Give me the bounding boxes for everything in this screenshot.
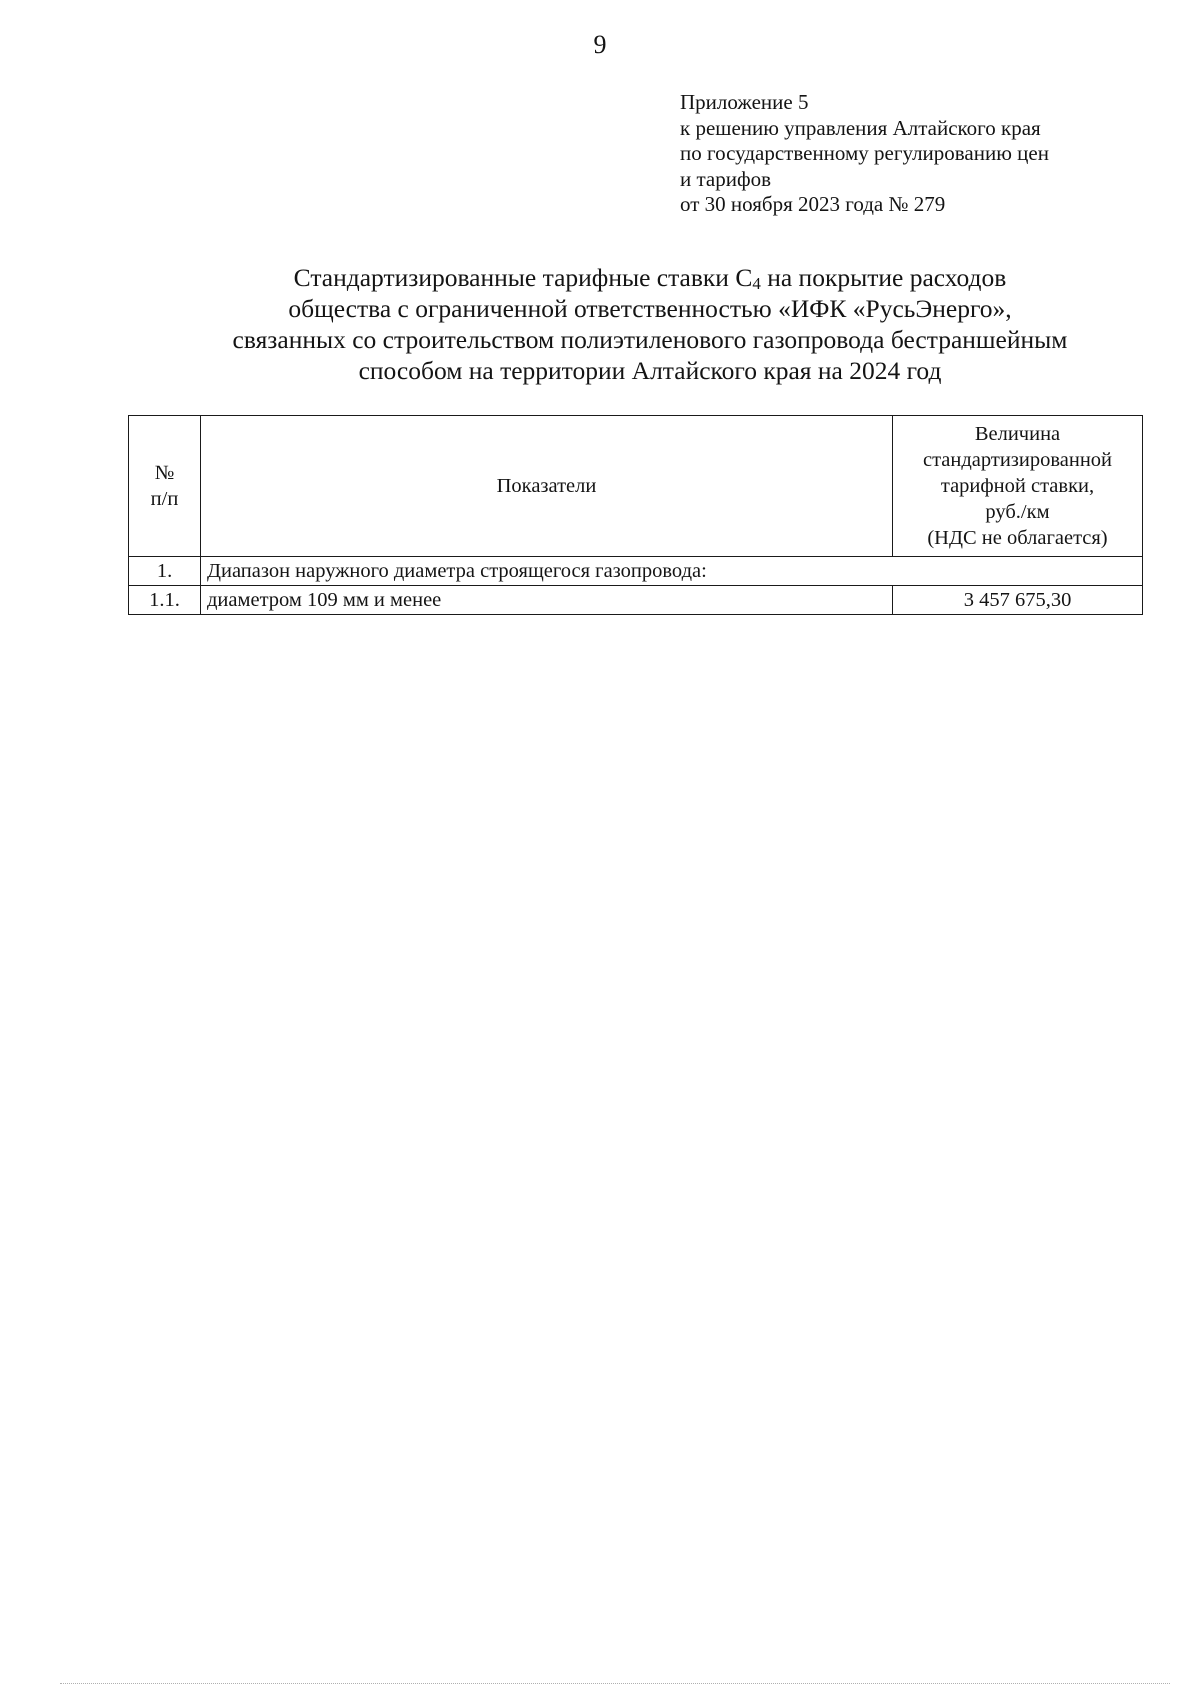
row-indicator: Диапазон наружного диаметра строящегося газопровода: <box>201 557 1143 586</box>
header-value-line: (НДС не облагается) <box>927 527 1108 549</box>
header-value-line: Величина <box>974 423 1061 445</box>
scan-bottom-rule <box>60 1683 1170 1684</box>
appendix-line: и тарифов <box>680 166 772 191</box>
title-line-3: связанных со строительством полиэтиленового газопровода бестраншейным <box>232 325 1068 354</box>
header-number-sign: № <box>154 462 175 484</box>
header-number-abbr: п/п <box>150 488 179 510</box>
table-header-row <box>129 416 1143 557</box>
header-value-line: стандартизированной <box>922 449 1113 471</box>
title-line-1-text: Стандартизированные тарифные ставки С <box>293 263 753 292</box>
appendix-header <box>680 90 1160 218</box>
table-row <box>129 557 1143 586</box>
header-value <box>893 416 1143 557</box>
appendix-line: Приложение 5 <box>680 90 809 114</box>
title-line-1-tail: на покрытие расходов <box>760 263 1007 292</box>
appendix-line: по государственному регулированию цен <box>680 141 1049 165</box>
header-value-line: руб./км <box>985 501 1050 523</box>
header-number <box>129 416 201 557</box>
tariff-table <box>128 415 1143 615</box>
page-number: 9 <box>593 30 607 59</box>
row-number: 1. <box>129 557 201 586</box>
document-title <box>120 262 1180 386</box>
header-indicator: Показатели <box>201 416 893 557</box>
row-value: 3 457 675,30 <box>893 586 1143 615</box>
row-number: 1.1. <box>129 586 201 615</box>
row-indicator: диаметром 109 мм и менее <box>201 586 893 615</box>
header-value-line: тарифной ставки, <box>940 475 1095 497</box>
title-subscript: 4 <box>752 274 761 293</box>
appendix-line: к решению управления Алтайского края <box>680 115 1041 140</box>
title-line-2: общества с ограниченной ответственностью «ИФК «РусьЭнерго», <box>288 294 1012 323</box>
appendix-line: от 30 ноября 2023 года № 279 <box>680 192 946 216</box>
title-line-1 <box>120 262 1180 293</box>
table-row <box>129 586 1143 615</box>
title-line-4: способом на территории Алтайского края на 2024 год <box>358 356 942 385</box>
